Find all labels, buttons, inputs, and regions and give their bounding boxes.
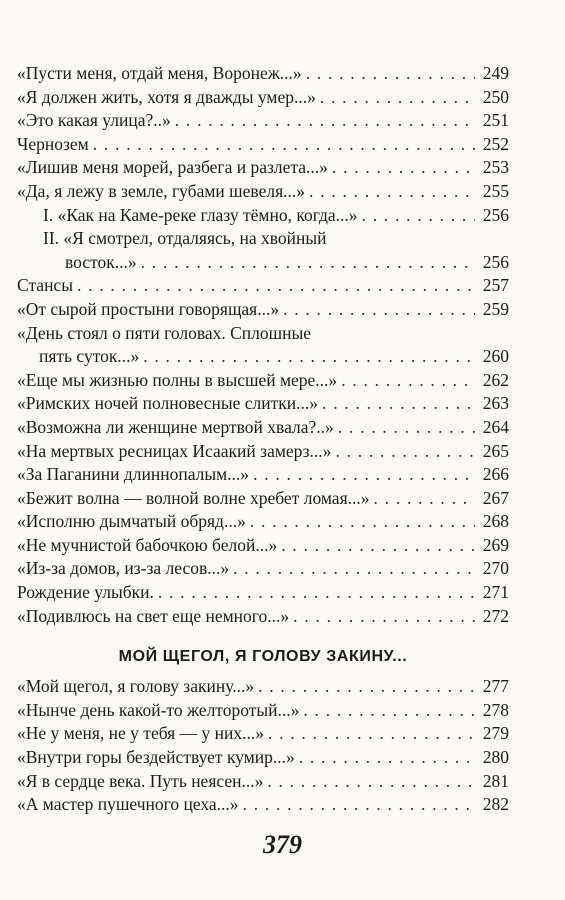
leader-dots <box>268 722 475 746</box>
leader-dots <box>267 770 475 794</box>
toc-entry-title: Стансы <box>17 275 73 296</box>
toc-entry-page: 259 <box>482 298 509 319</box>
toc-entry[interactable] <box>17 675 509 699</box>
toc-group-4 <box>17 675 509 817</box>
leader-dots <box>243 793 475 817</box>
toc-entry-title: Рождение улыбки. <box>17 582 154 603</box>
leader-dots <box>299 746 475 770</box>
toc-entry-page: 260 <box>482 346 509 367</box>
leader-dots <box>283 298 475 322</box>
toc-group-2 <box>17 274 509 321</box>
leader-dots <box>338 416 475 440</box>
toc-entry-title: I. «Как на Каме-реке глазу тёмно, когда...» <box>43 204 358 225</box>
toc-entry[interactable] <box>17 463 509 487</box>
toc-entry-page: 268 <box>482 511 509 532</box>
toc-entry[interactable] <box>17 133 509 157</box>
toc-entry[interactable] <box>17 204 509 228</box>
toc-entry-title: «Из-за домов, из-за лесов...» <box>17 558 230 579</box>
toc-entry-title-continuation <box>17 251 509 275</box>
toc-entry[interactable] <box>17 722 509 746</box>
toc-entry[interactable] <box>17 581 509 605</box>
toc-entry[interactable] <box>17 180 509 204</box>
leader-dots <box>374 487 475 511</box>
toc-entry-page: 281 <box>482 770 509 791</box>
toc-entry[interactable] <box>17 298 509 322</box>
toc-entry-title: «Мой щегол, я голову закину...» <box>17 676 255 697</box>
toc-entry-title: «Подивлюсь на свет еще немного...» <box>17 605 290 626</box>
toc-entry-title: «Пусти меня, отдай меня, Воронеж...» <box>17 63 302 83</box>
leader-dots <box>250 510 475 534</box>
toc-entry[interactable] <box>17 392 509 416</box>
toc-entry-wrapped[interactable] <box>17 227 509 274</box>
toc-entry-page: 256 <box>482 251 509 272</box>
leader-dots <box>141 251 475 275</box>
leader-dots <box>322 392 475 416</box>
toc-entry-page: 257 <box>482 275 509 296</box>
table-of-contents <box>17 62 509 817</box>
toc-entry-title: «А мастер пушечного цеха...» <box>17 794 239 815</box>
leader-dots <box>293 605 475 629</box>
leader-dots <box>281 534 475 558</box>
toc-entry-page: 251 <box>482 110 509 131</box>
toc-entry-page: 277 <box>482 676 509 697</box>
toc-entry-title: «Нынче день какой-то желторотый...» <box>17 699 300 720</box>
leader-dots <box>158 581 475 605</box>
toc-entry-page: 272 <box>482 605 509 626</box>
toc-entry-title: «Это какая улица?..» <box>17 110 171 131</box>
toc-entry-page: 279 <box>482 723 509 744</box>
toc-entry-page: 263 <box>482 393 509 414</box>
toc-entry[interactable] <box>17 510 509 534</box>
toc-entry-title: «За Паганини длиннопалым...» <box>17 464 250 485</box>
toc-entry[interactable] <box>17 605 509 629</box>
toc-entry-title: «Я должен жить, хотя я дважды умер...» <box>17 86 316 107</box>
leader-dots <box>253 463 475 487</box>
toc-entry-page: 264 <box>482 416 509 437</box>
toc-entry-page: 255 <box>482 180 509 201</box>
leader-dots <box>332 156 475 180</box>
leader-dots <box>143 345 475 369</box>
toc-entry-title: «Я в сердце века. Путь неясен...» <box>17 770 264 791</box>
toc-entry-title: «Не мучнистой бабочкою белой...» <box>17 534 278 555</box>
leader-dots <box>93 133 475 157</box>
toc-entry-page: 262 <box>482 369 509 390</box>
toc-entry[interactable] <box>17 416 509 440</box>
toc-entry-page: 282 <box>482 794 509 815</box>
toc-entry-page: 267 <box>482 487 509 508</box>
leader-dots <box>77 274 475 298</box>
toc-entry-title: «От сырой простыни говорящая...» <box>17 298 280 319</box>
toc-entry-page: 249 <box>482 63 509 83</box>
toc-entry-title: «Лишив меня морей, разбега и разлета...» <box>17 157 328 178</box>
toc-entry[interactable] <box>17 534 509 558</box>
toc-entry-title: «Не у меня, не у тебя — у них...» <box>17 723 264 744</box>
page-number: 379 <box>263 830 302 859</box>
toc-entry[interactable] <box>17 274 509 298</box>
toc-entry-title: «Возможна ли женщине мертвой хвала?..» <box>17 416 334 437</box>
toc-entry-title: «Еще мы жизнью полны в высшей мере...» <box>17 369 338 390</box>
toc-entry-page: 266 <box>482 464 509 485</box>
toc-entry-title: Чернозем <box>17 133 89 154</box>
leader-dots <box>320 86 475 110</box>
toc-entry-page: 253 <box>482 157 509 178</box>
toc-entry-title: пять суток...» <box>39 346 140 367</box>
toc-entry[interactable] <box>17 746 509 770</box>
toc-entry-title: «Исполню дымчатый обряд...» <box>17 511 246 532</box>
leader-dots <box>175 109 475 133</box>
toc-entry[interactable] <box>17 487 509 511</box>
toc-entry-title-line: «День стоял о пяти головах. Сплошные <box>17 322 312 343</box>
toc-entry-title: «Да, я лежу в земле, губами шевеля...» <box>17 180 305 201</box>
leader-dots <box>335 440 475 464</box>
toc-entry-title: восток...» <box>65 251 137 272</box>
leader-dots <box>341 369 475 393</box>
toc-entry-page: 278 <box>482 699 509 720</box>
toc-entry-title-line: II. «Я смотрел, отдаляясь, на хвойный <box>43 228 327 249</box>
toc-entry[interactable] <box>17 156 509 180</box>
toc-entry-title: «Бежит волна — волной волне хребет ломая...» <box>17 487 370 508</box>
toc-group-1 <box>17 62 509 227</box>
toc-entry[interactable] <box>17 369 509 393</box>
leader-dots <box>309 180 475 204</box>
toc-entry-page: 271 <box>482 582 509 603</box>
toc-entry-page: 280 <box>482 747 509 768</box>
toc-entry-page: 265 <box>482 440 509 461</box>
leader-dots <box>258 675 475 699</box>
toc-entry-title: «Внутри горы бездействует кумир...» <box>17 747 295 768</box>
toc-entry[interactable] <box>17 62 509 86</box>
toc-entry[interactable] <box>17 770 509 794</box>
toc-entry[interactable] <box>17 557 509 581</box>
leader-dots <box>362 204 475 228</box>
toc-entry[interactable] <box>17 109 509 133</box>
toc-entry-title: «На мертвых ресницах Исаакий замерз...» <box>17 440 332 461</box>
toc-entry-title: «Римских ночей полновесные слитки...» <box>17 393 319 414</box>
toc-group-3 <box>17 369 509 629</box>
toc-entry-page: 252 <box>482 133 509 154</box>
toc-entry-title-continuation <box>17 345 509 369</box>
toc-entry-page: 256 <box>482 204 509 225</box>
section-heading: МОЙ ЩЕГОЛ, Я ГОЛОВУ ЗАКИНУ... <box>118 648 408 666</box>
toc-entry[interactable] <box>17 793 509 817</box>
toc-entry-page: 250 <box>482 86 509 107</box>
toc-entry-page: 270 <box>482 558 509 579</box>
toc-entry-wrapped[interactable] <box>17 322 509 369</box>
toc-entry[interactable] <box>17 86 509 110</box>
leader-dots <box>233 557 475 581</box>
toc-entry-page: 269 <box>482 534 509 555</box>
toc-entry[interactable] <box>17 440 509 464</box>
leader-dots <box>306 62 475 86</box>
toc-entry[interactable] <box>17 699 509 723</box>
leader-dots <box>303 699 475 723</box>
